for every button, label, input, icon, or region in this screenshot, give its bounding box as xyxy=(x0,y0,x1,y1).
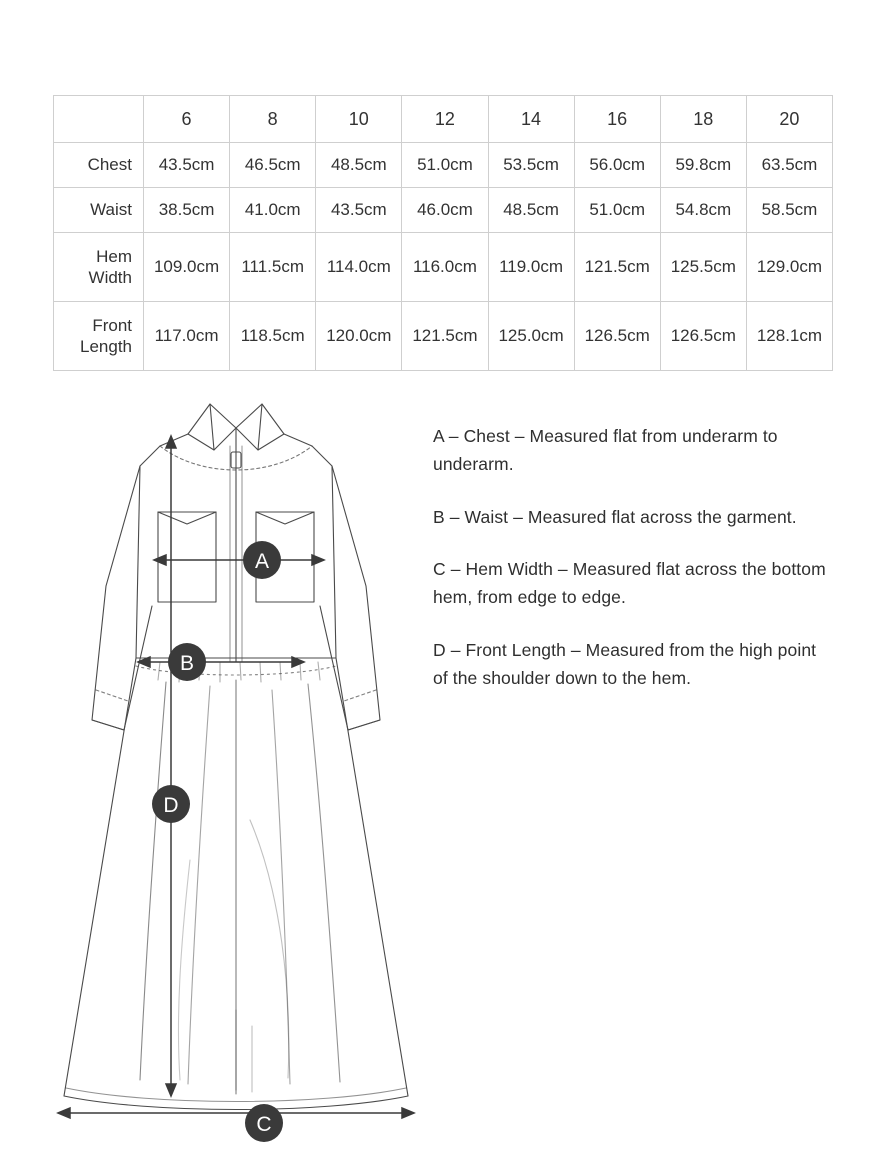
size-chart-table xyxy=(53,95,833,371)
marker-b xyxy=(168,643,206,681)
table-cell: 41.0cm xyxy=(230,188,316,233)
table-row xyxy=(54,188,833,233)
marker-d xyxy=(152,785,190,823)
table-header xyxy=(54,96,833,143)
legend-item-chest: A – Chest – Measured flat from underarm to underarm. xyxy=(433,426,778,475)
marker-b-label: B xyxy=(179,652,195,675)
marker-c-label: C xyxy=(256,1113,272,1136)
table-cell: 51.0cm xyxy=(402,143,488,188)
marker-a-label: A xyxy=(254,550,270,573)
table-cell: 51.0cm xyxy=(574,188,660,233)
table-cell: 125.0cm xyxy=(488,302,574,371)
table-column-header: 20 xyxy=(746,96,832,143)
table-cell: 43.5cm xyxy=(144,143,230,188)
size-chart-table-container xyxy=(53,95,833,371)
table-cell: 46.0cm xyxy=(402,188,488,233)
front-length-measure-line xyxy=(166,436,176,1096)
garment-illustration xyxy=(40,390,430,1152)
table-cell: 126.5cm xyxy=(574,302,660,371)
table-cell: 118.5cm xyxy=(230,302,316,371)
table-cell: 117.0cm xyxy=(144,302,230,371)
table-column-header: 16 xyxy=(574,96,660,143)
table-row-header: Front Length xyxy=(54,302,144,371)
table-cell: 56.0cm xyxy=(574,143,660,188)
legend-item-hem-width: C – Hem Width – Measured flat across the bottom hem, from edge to edge. xyxy=(433,559,826,608)
table-column-header: 12 xyxy=(402,96,488,143)
marker-c xyxy=(245,1104,283,1142)
table-cell: 48.5cm xyxy=(488,188,574,233)
dress-technical-drawing xyxy=(40,390,430,1152)
table-cell: 126.5cm xyxy=(660,302,746,371)
measurement-guide-section xyxy=(0,390,896,1152)
table-cell: 119.0cm xyxy=(488,233,574,302)
table-corner-cell xyxy=(54,96,144,143)
legend-item-waist: B – Waist – Measured flat across the garment. xyxy=(433,506,797,527)
hem-edge xyxy=(64,1096,408,1110)
table-header-row xyxy=(54,96,833,143)
table-cell: 121.5cm xyxy=(574,233,660,302)
table-body xyxy=(54,143,833,371)
table-row xyxy=(54,233,833,302)
right-sleeve xyxy=(320,466,380,730)
table-cell: 53.5cm xyxy=(488,143,574,188)
table-cell: 46.5cm xyxy=(230,143,316,188)
table-column-header: 6 xyxy=(144,96,230,143)
table-column-header: 14 xyxy=(488,96,574,143)
table-cell: 54.8cm xyxy=(660,188,746,233)
table-cell: 111.5cm xyxy=(230,233,316,302)
table-cell: 59.8cm xyxy=(660,143,746,188)
table-row-header: Hem Width xyxy=(54,233,144,302)
table-cell: 116.0cm xyxy=(402,233,488,302)
table-cell: 121.5cm xyxy=(402,302,488,371)
measurement-legend xyxy=(433,422,833,692)
table-column-header: 18 xyxy=(660,96,746,143)
legend-item-front-length: D – Front Length – Measured from the high point of the shoulder down to the hem. xyxy=(433,639,817,689)
table-cell: 38.5cm xyxy=(144,188,230,233)
table-column-header: 10 xyxy=(316,96,402,143)
right-shoulder xyxy=(284,434,332,466)
waist-gather xyxy=(136,666,336,675)
right-side-seam xyxy=(332,466,336,658)
table-cell: 48.5cm xyxy=(316,143,402,188)
marker-d-label: D xyxy=(163,794,179,817)
table-cell: 63.5cm xyxy=(746,143,832,188)
left-side-seam xyxy=(136,466,140,658)
left-shoulder xyxy=(140,434,188,466)
table-row-header: Waist xyxy=(54,188,144,233)
table-cell: 120.0cm xyxy=(316,302,402,371)
skirt-left-edge xyxy=(64,658,136,1096)
marker-a xyxy=(243,541,281,579)
table-column-header: 8 xyxy=(230,96,316,143)
table-cell: 58.5cm xyxy=(746,188,832,233)
table-cell: 114.0cm xyxy=(316,233,402,302)
skirt-right-edge xyxy=(336,658,408,1096)
chest-measure-line xyxy=(154,555,324,565)
table-row xyxy=(54,302,833,371)
left-sleeve xyxy=(92,466,152,730)
table-cell: 129.0cm xyxy=(746,233,832,302)
table-cell: 43.5cm xyxy=(316,188,402,233)
table-cell: 125.5cm xyxy=(660,233,746,302)
table-row xyxy=(54,143,833,188)
table-cell: 128.1cm xyxy=(746,302,832,371)
table-row-header: Chest xyxy=(54,143,144,188)
table-cell: 109.0cm xyxy=(144,233,230,302)
